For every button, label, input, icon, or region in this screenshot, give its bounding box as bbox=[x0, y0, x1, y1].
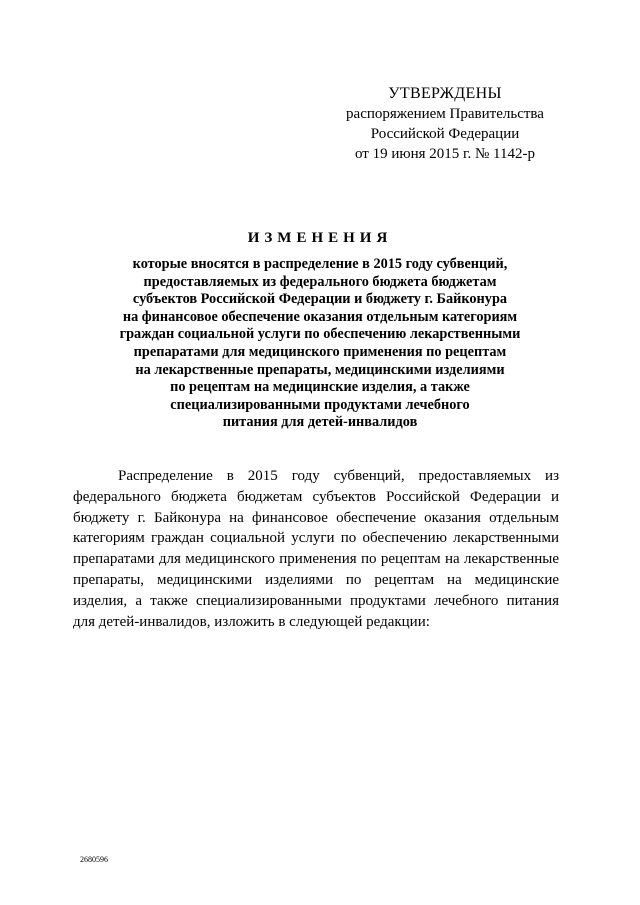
body-line: препаратами для медицинского применения по рецептам на лекарственные bbox=[73, 551, 559, 568]
body-line: для детей-инвалидов, изложить в следующей редакции: bbox=[73, 613, 430, 630]
body-line: федерального бюджета бюджетам субъектов Российской Федерации и bbox=[73, 488, 559, 505]
document-heading: ИЗМЕНЕНИЯ bbox=[247, 230, 393, 246]
subtitle-line: питания для детей-инвалидов bbox=[222, 414, 418, 431]
subtitle-line: граждан социальной услуги по обеспечению лекарственными bbox=[119, 326, 521, 343]
subtitle-line: предоставляемых из федерального бюджета бюджетам bbox=[143, 273, 497, 290]
subtitle-line: на финансовое обеспечение оказания отдельным категориям bbox=[122, 308, 518, 325]
subtitle-line: субъектов Российской Федерации и бюджету г. Байконура bbox=[132, 291, 508, 308]
subtitle-line: специализированными продуктами лечебного bbox=[170, 396, 470, 413]
body-line: Распределение в 2015 году субвенций, предоставляемых из bbox=[118, 468, 559, 484]
subtitle-line: которые вносятся в распределение в 2015 году субвенций, bbox=[132, 256, 508, 272]
approval-line-date-number: от 19 июня 2015 г. № 1142-р bbox=[355, 146, 535, 162]
approval-line-federation: Российской Федерации bbox=[370, 126, 520, 142]
subtitle-line: по рецептам на медицинские изделия, а также bbox=[170, 379, 470, 396]
body-line: изделия, а также специализированными продуктами лечебного питания bbox=[73, 592, 559, 609]
subtitle-line: препаратами для медицинского применения по рецептам bbox=[133, 343, 507, 360]
document-subtitle bbox=[70, 256, 570, 432]
approval-line-authority: распоряжением Правительства bbox=[346, 106, 544, 122]
approval-title: УТВЕРЖДЕНЫ bbox=[388, 85, 502, 102]
body-line: бюджету г. Байконура на финансовое обеспечение оказания отдельным bbox=[73, 509, 559, 526]
body-line: препараты, медицинскими изделиями по рецептам на медицинские bbox=[73, 571, 559, 588]
subtitle-line: на лекарственные препараты, медицинскими изделиями bbox=[135, 361, 505, 378]
body-line: категориям граждан социальной услуги по обеспечению лекарственными bbox=[73, 530, 559, 547]
document-number: 2680596 bbox=[80, 855, 108, 864]
approval-block bbox=[330, 84, 560, 164]
body-paragraph bbox=[73, 466, 559, 632]
